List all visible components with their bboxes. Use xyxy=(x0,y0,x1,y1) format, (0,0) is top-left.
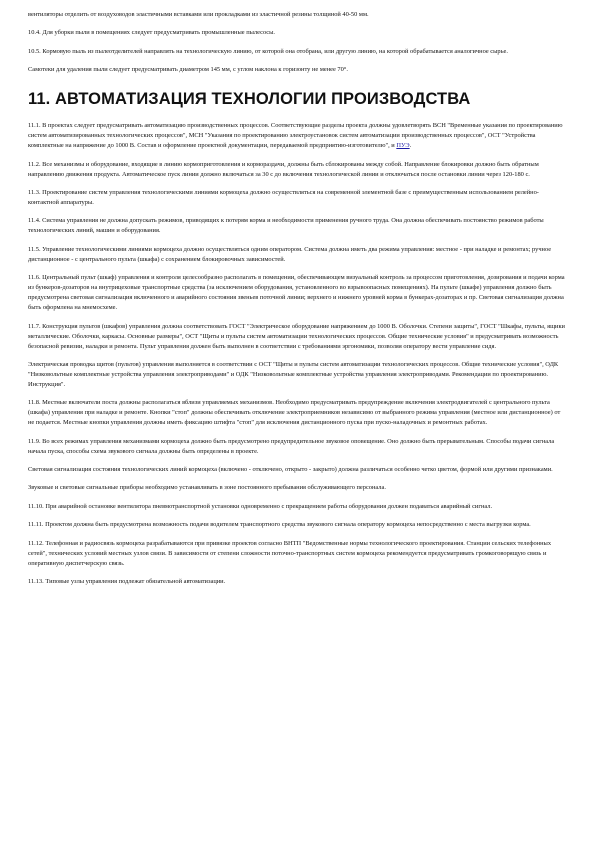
paragraph-11-4: 11.4. Система управления не должна допускать режимов, приводящих к потерям корма и необходимости применения ручного труда. Она должна обеспечивать постоянство режимов работы технологических линий, машин и оборудования. xyxy=(28,217,544,235)
paragraph-11-10: 11.10. При аварийной остановке вентилятора пневмотранспортной установки одновременно с прекращением работы оборудования должен подаваться аварийный сигнал. xyxy=(28,502,493,510)
paragraph-11-13: 11.13. Типовые узлы управления подлежат обязательной автоматизации. xyxy=(28,578,226,586)
paragraph-11-1-end: . xyxy=(409,142,412,150)
paragraph-wiring: Электрическая проводка щитов (пультов) управления выполняется в соответствии с ОСТ "Щиты и пульты систем автоматизации технологических процессов. Общие технические условия", ОДК "Низковольтные комплектные устройства управления электроприводами" и ОДК "Низковольтные комплектные устройства управления электроприводами. Рекомендации по проектированию. Инструкция". xyxy=(28,360,559,388)
paragraph-10-5: 10.5. Кормовую пыль из пылеотделителей направлять на технологическую линию, от которой она отобрана, или другую линию, на которой обрабатывается аналогичное сырье. xyxy=(28,47,508,55)
paragraph-11-5: 11.5. Управление технологическими линиями кормоцеха должно осуществляться одним оператором. Система должна иметь два режима управления: местное - при наладке и ремонтах; ручное дистанционное - с центрального пульта (шкафа) с сохранением блокировочных зависимостей. xyxy=(28,245,552,263)
paragraph-11-7: 11.7. Конструкция пультов (шкафов) управления должна соответствовать ГОСТ "Электрическое оборудование напряжением до 1000 В. Оболочки. Степени защиты", ГОСТ "Шкафы, пульты, ящики металлические. Оболочки, каркасы. Основные размеры", ОСТ "Щиты и пульты систем автоматизации технологических процессов. Общие технические условия" и предусматривать возможность безопасной ревизии, наладки и ремонта. Пульт управления должен быть выполнен в соответствии с требованиями эргономики, позволяя оператору вести управление сидя. xyxy=(28,322,565,350)
paragraph-signal-light: Световая сигнализация состояния технологических линий кормоцеха (включено - отключено, открыто - закрыто) должна различаться особенно четко цветом, формой или другими признаками. xyxy=(28,466,553,474)
paragraph-11-12: 11.12. Телефонная и радиосвязь кормоцеха разрабатываются при привязке проектов согласно ВНТП "Ведомственные нормы технологического проектирования. Станции сельских телефонных сетей", технических условий местных узлов связи. В зависимости от степени сложности поточно-транспортных систем кормоцеха рекомендуется предусматривать громкоговорящую связь и оперативную диспетчерскую связь. xyxy=(28,539,552,567)
paragraph-signal-devices: Звуковые и световые сигнальные приборы необходимо устанавливать в зоне постоянного пребывания обслуживающего персонала. xyxy=(28,484,386,492)
paragraph-samoteki: Самотеки для удаления пыли следует предусматривать диаметром 145 мм, с углом наклона к горизонту не менее 70°. xyxy=(28,66,348,74)
section-heading: 11. АВТОМАТИЗАЦИЯ ТЕХНОЛОГИИ ПРОИЗВОДСТВА xyxy=(28,90,471,109)
paragraph-11-2: 11.2. Все механизмы и оборудование, входящие в линию кормоприготовления и кормораздачи, должны быть сблокированы между собой. Направление блокировки должно быть обратным направлению движения продукта. Автоматическое пуск линии должно включаться за 30 с до включения технологической линии и отключаться после остановки линии через 120-180 с. xyxy=(28,160,539,178)
paragraph-11-3: 11.3. Проектирование систем управления технологическими линиями кормоцеха должно осуществляться на современной элементной базе с преимущественным использованием релейно-контактной аппаратуры. xyxy=(28,188,539,206)
paragraph-10-4: 10.4. Для уборки пыли в помещениях следует предусматривать промышленные пылесосы. xyxy=(28,29,276,37)
paragraph-11-1-text: 11.1. В проектах следует предусматривать автоматизацию производственных процессов. Соответствующие разделы проекта должны удовлетворять ВСН "Временные указания по проектированию систем автоматизированных технологических процессов", МСН "Указания по проектированию электроустановок систем автоматизации производственных процессов", ОСТ "Устройства комплектные на напряжение до 1000 В. Состав и оформление проектной документации, передаваемой предприятию-изготовителю", и xyxy=(28,122,563,150)
paragraph-11-11: 11.11. Проектом должна быть предусмотрена возможность подачи водителем транспортного средства звукового сигнала оператору кормоцеха непосредственно с места выгрузки корма. xyxy=(28,521,531,529)
pue-link[interactable]: ПУЭ xyxy=(396,142,410,150)
paragraph-11-1 xyxy=(28,121,567,151)
paragraph-11-9: 11.9. Во всех режимах управления механизмами кормоцеха должно быть предусмотрено предупредительное звуковое оповещение. Оно должно быть прерывательным. Способы подачи сигнала начала пуска, способы схема звукового сигнала должны быть определены в проекте. xyxy=(28,437,555,455)
paragraph-11-8: 11.8. Местные включатели поста должны располагаться вблизи управляемых механизмов. Необходимо предусматривать предупреждение включения электродвигателей с центрального пульта (шкафа) управления при наладке и ремонте. Кнопки "стоп" должны обеспечивать отключение электроприемников независимо от выбранного режима управления (местное или дистанционное) от не подается. Местные кнопки управления должны иметь фиксацию штифта "стоп" для исключения дистанционного пуска при пуско-наладочных и ремонтных работах. xyxy=(28,399,561,427)
paragraph-11-6: 11.6. Центральный пульт (шкаф) управления и контроля целесообразно располагать в помещении, обеспечивающем визуальный контроль за процессом приготовления, дозирования и подачи корма из бункеров-дозаторов на внутрицеховые транспортные средства (за исключением оборудования, установленного во взрывоопасных помещениях). На пульте (шкафе) управления должно быть предусмотрена световая сигнализация включенного и аварийного состояния звеньев поточной линии; верхнего и нижнего уровней корма в бункерах-дозаторах и пр. Световая сигнализация должна быть оформлена на мнемосхеме. xyxy=(28,274,565,312)
paragraph-10-3-end: вентиляторы отделить от воздуховодов эластичными вставками или прокладками из эластичной резины толщиной 40-50 мм. xyxy=(28,11,369,18)
